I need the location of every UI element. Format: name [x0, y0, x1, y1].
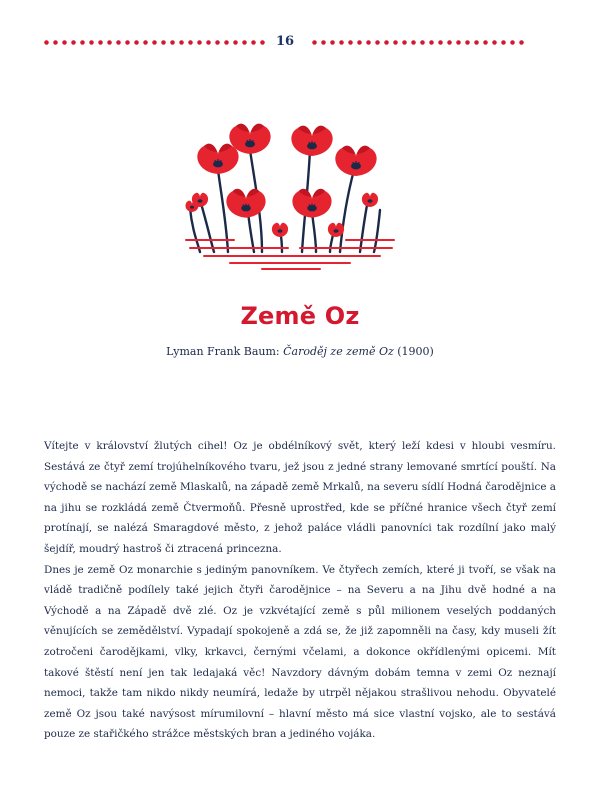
citation-author: Lyman Frank Baum: [166, 345, 284, 358]
page-header [0, 34, 600, 50]
citation-year: (1900) [393, 345, 434, 358]
chapter-title: Země Oz [240, 302, 360, 330]
red-poppies-illustration [170, 120, 410, 270]
source-citation [0, 345, 600, 358]
paragraph-1: Vítejte v království žlutých cihel! Oz je obdélníkový svět, který leží kdesi v hloubi vesmíru. Sestává ze čtyř zemí trojúhelníkového tvaru, jež jsou z jedné strany lemované smrtící pouští. Na východě se nachází země Mlaskalů, na západě země Mrkalů, na severu sídlí Hodná čarodějnice a na jihu se rozkládá země Čtvermoňů. Přesně uprostřed, kde se příčné hranice všech čtyř zemí protínají, se nalézá Smaragdové město, z jehož paláce vládli panovníci tak rozdílní jako malý šejdíř, moudrý hastroš či ztracená princezna. [44, 440, 556, 555]
dotted-rule-left [42, 40, 267, 45]
dotted-rule-right [310, 40, 526, 45]
page-number: 16 [275, 34, 295, 49]
citation-work-title: Čaroděj ze země Oz [283, 345, 394, 358]
body-text [44, 436, 556, 745]
paragraph-2: Dnes je země Oz monarchie s jediným panovníkem. Ve čtyřech zemích, které ji tvoří, se však na vládě tradičně podílely také jejich čtyři čarodějnice – na Severu a na Jihu dvě hodné a na Východě a na Západě dvě zlé. Oz je vzkvétající země s půl milionem veselých poddaných věnujících se zemědělství. Vypadají spokojeně a zdá se, že již zapomněli na časy, kdy museli žít zotročeni čarodějkami, vlky, krkavci, černými včelami, a dokonce okřídlenými opicemi. Mít takové štěstí není jen tak ledajaká věc! Navzdory dávným dobám temna v zemi Oz neznají nemoci, takže tam nikdo nikdy neumírá, ledaže by utrpěl nějakou strašlivou nehodu. Obyvatelé země Oz jsou také navýsost mírumilovní – hlavní město má sice vlastní vojsko, ale to sestává pouze ze stařičkého strážce městských bran a jediného vojáka. [44, 563, 556, 741]
